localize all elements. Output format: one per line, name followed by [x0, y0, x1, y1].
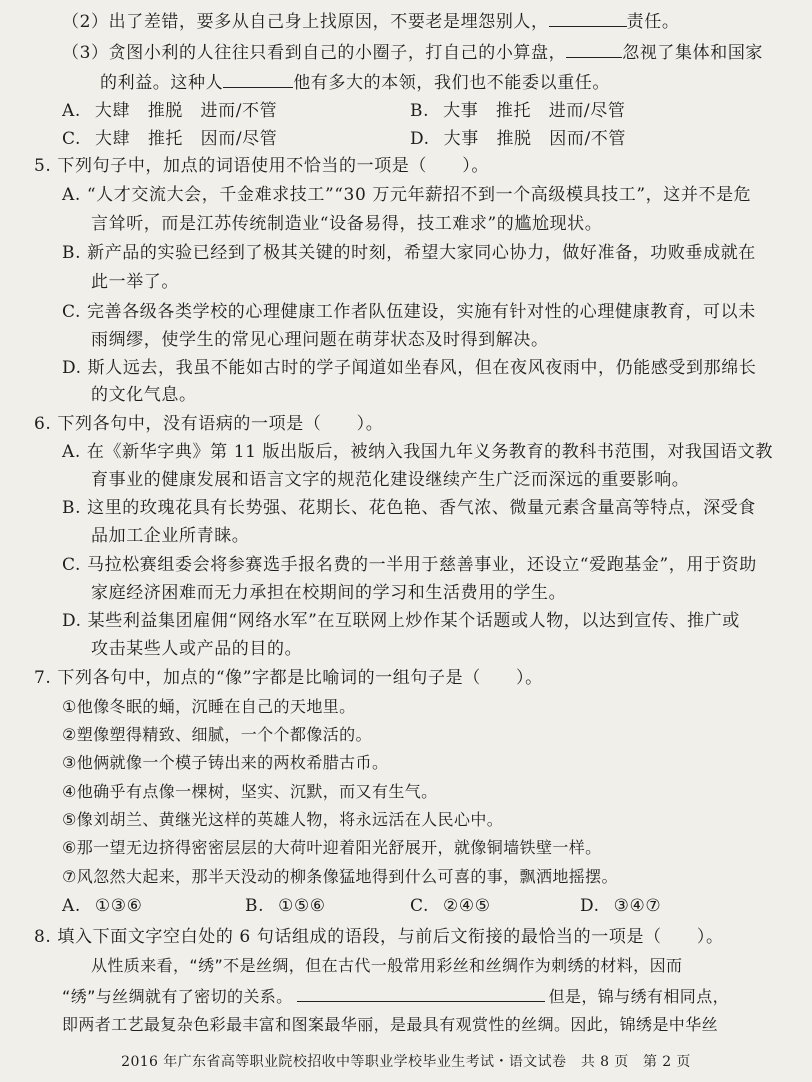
option-text: 大事 推脱 因而/不管	[443, 129, 626, 149]
q5-option-a-line2: 言耸听，而是江苏传统制造业“设备易得，技工难求”的尴尬现状。	[91, 214, 603, 234]
option-label: B.	[410, 101, 430, 121]
fill-blank	[297, 985, 545, 1002]
q4-option-d	[410, 128, 626, 150]
q6-option-b-line1: B. 这里的玫瑰花具有长势强、花期长、花色艳、香气浓、微量元素含量高等特点，深受食	[62, 498, 756, 518]
fill-blank	[566, 41, 622, 58]
option-text: ①③⑥	[94, 896, 143, 916]
option-label: C.	[410, 896, 430, 916]
q4-option-c	[62, 128, 277, 150]
q6-option-c-line1: C. 马拉松赛组委会将参赛选手报名费的一半用于慈善事业，还设立“爱跑基金”，用于资助	[62, 555, 757, 575]
q4-item-3-line1	[62, 41, 763, 64]
q7-sentence-3: ③他俩就像一个模子铸出来的两枚希腊古币。	[62, 753, 389, 772]
q4-item-3-text: （3）贪图小利的人往往只看到自己的小圈子，打自己的小算盘，	[62, 43, 567, 63]
q5-option-b-line1: B. 新产品的实验已经到了极其关键的时刻，希望大家同心协力，做好准备，功败垂成就在	[62, 243, 756, 263]
q4-item-2	[62, 10, 679, 33]
q6-option-a-line1: A. 在《新华字典》第 11 版出版后，被纳入我国九年义务教育的教科书范围，对我国语文教	[62, 442, 773, 462]
q4-option-b	[410, 100, 625, 122]
q7-stem: 7. 下列各句中，加点的“像”字都是比喻词的一组句子是（ ）。	[34, 668, 543, 688]
option-label: A.	[62, 896, 81, 916]
fill-blank	[223, 71, 293, 88]
q4-item-3-line2-text: 的利益。这种人	[100, 73, 224, 93]
option-text: ③④⑦	[613, 896, 662, 916]
q5-option-d-line2: 的文化气息。	[91, 385, 197, 405]
option-label: D.	[580, 896, 600, 916]
q5-option-c-line1: C. 完善各级各类学校的心理健康工作者队伍建设，实施有针对性的心理健康教育，可以未	[62, 302, 756, 322]
q7-sentence-2: ②塑像塑得精致、细腻，一个个都像活的。	[62, 725, 372, 744]
q7-sentence-4: ④他确乎有点像一棵树，坚实、沉默，而又有生气。	[62, 782, 438, 801]
q6-stem: 6. 下列各句中，没有语病的一项是（ ）。	[34, 414, 384, 434]
q8-passage-line3: 即两者工艺最复杂色彩最丰富和图案最华丽，是最具有观赏性的丝绸。因此，锦绣是中华丝	[62, 1015, 719, 1034]
q6-option-c-line2: 家庭经济困难而无力承担在校期间的学习和生活费用的学生。	[91, 583, 567, 603]
q6-option-d-line2: 攻击某些人或产品的目的。	[91, 639, 303, 659]
q8-passage-line1: 从性质来看，“绣”不是丝绸，但在古代一般常用彩丝和丝绸作为刺绣的材料，因而	[91, 956, 683, 975]
q4-item-3-line2	[100, 71, 610, 94]
q7-sentence-7: ⑦风忽然大起来，那半天没动的柳条像猛地得到什么可喜的事，飘洒地摇摆。	[62, 867, 618, 886]
q4-item-3-tail: 忽视了集体和国家	[622, 43, 764, 63]
option-label: B.	[245, 896, 265, 916]
option-text: ①⑤⑥	[278, 896, 326, 916]
q7-option-a	[62, 895, 142, 917]
q7-sentence-1: ①他像冬眠的蛹，沉睡在自己的天地里。	[62, 697, 356, 716]
q6-option-b-line2: 品加工企业所青睐。	[91, 526, 250, 546]
option-text: 大事 推托 进而/尽管	[443, 101, 626, 121]
option-label: C.	[62, 129, 82, 149]
q5-stem: 5. 下列句子中，加点的词语使用不恰当的一项是（ ）。	[34, 156, 489, 176]
page-footer: 2016 年广东省高等职业院校招收中等职业学校毕业生考试・语文试卷 共 8 页 第 2 页	[121, 1054, 691, 1070]
option-text: ②④⑤	[443, 896, 491, 916]
q8-stem: 8. 填入下面文字空白处的 6 句话组成的语段，与前后文衔接的最恰当的一项是（ ）。	[34, 927, 724, 947]
q4-item-2-tail: 责任。	[626, 12, 680, 32]
q4-item-3-line2-tail: 他有多大的本领，我们也不能委以重任。	[293, 73, 611, 93]
option-label: D.	[410, 129, 430, 149]
q7-option-d	[580, 895, 661, 917]
option-label: A.	[62, 101, 81, 121]
q4-option-a	[62, 100, 277, 122]
fill-blank	[549, 10, 627, 27]
q7-sentence-6: ⑥那一望无边挤得密密层层的大荷叶迎着阳光舒展开，就像铜墙铁壁一样。	[62, 838, 602, 857]
option-text: 大肆 推托 因而/尽管	[95, 129, 278, 149]
q8-passage-line2	[62, 985, 729, 1008]
q7-option-c	[410, 895, 491, 917]
q6-option-a-line2: 育事业的健康发展和语言文字的规范化建设继续产生广泛而深远的重要影响。	[91, 470, 690, 490]
q5-option-c-line2: 雨绸缪，使学生的常见心理问题在萌芽状态及时得到解决。	[91, 330, 549, 350]
q5-option-a-line1: A. “人才交流大会，千金难求技工”“30 万元年薪招不到一个高级模具技工”，这并不是危	[62, 185, 752, 205]
q5-option-d-line1: D. 斯人远去，我虽不能如古时的学子闻道如坐春风，但在夜风夜雨中，仍能感受到那绵长	[62, 358, 757, 378]
q8-passage-line2-text: “绣”与丝绸就有了密切的关系。	[62, 987, 293, 1006]
q5-option-b-line2: 此一举了。	[91, 272, 179, 292]
q7-sentence-5: ⑤像刘胡兰、黄继光这样的英雄人物，将永远活在人民心中。	[62, 810, 504, 829]
q8-passage-line2-tail: 但是，锦与绣有相同点，	[548, 987, 729, 1006]
q4-item-2-text: （2）出了差错，要多从自己身上找原因，不要老是埋怨别人，	[62, 12, 549, 32]
q6-option-d-line1: D. 某些利益集团雇佣“网络水军”在互联网上炒作某个话题或人物，以达到宣传、推广或	[62, 611, 740, 631]
option-text: 大肆 推脱 进而/不管	[94, 101, 278, 121]
q7-option-b	[245, 895, 326, 917]
